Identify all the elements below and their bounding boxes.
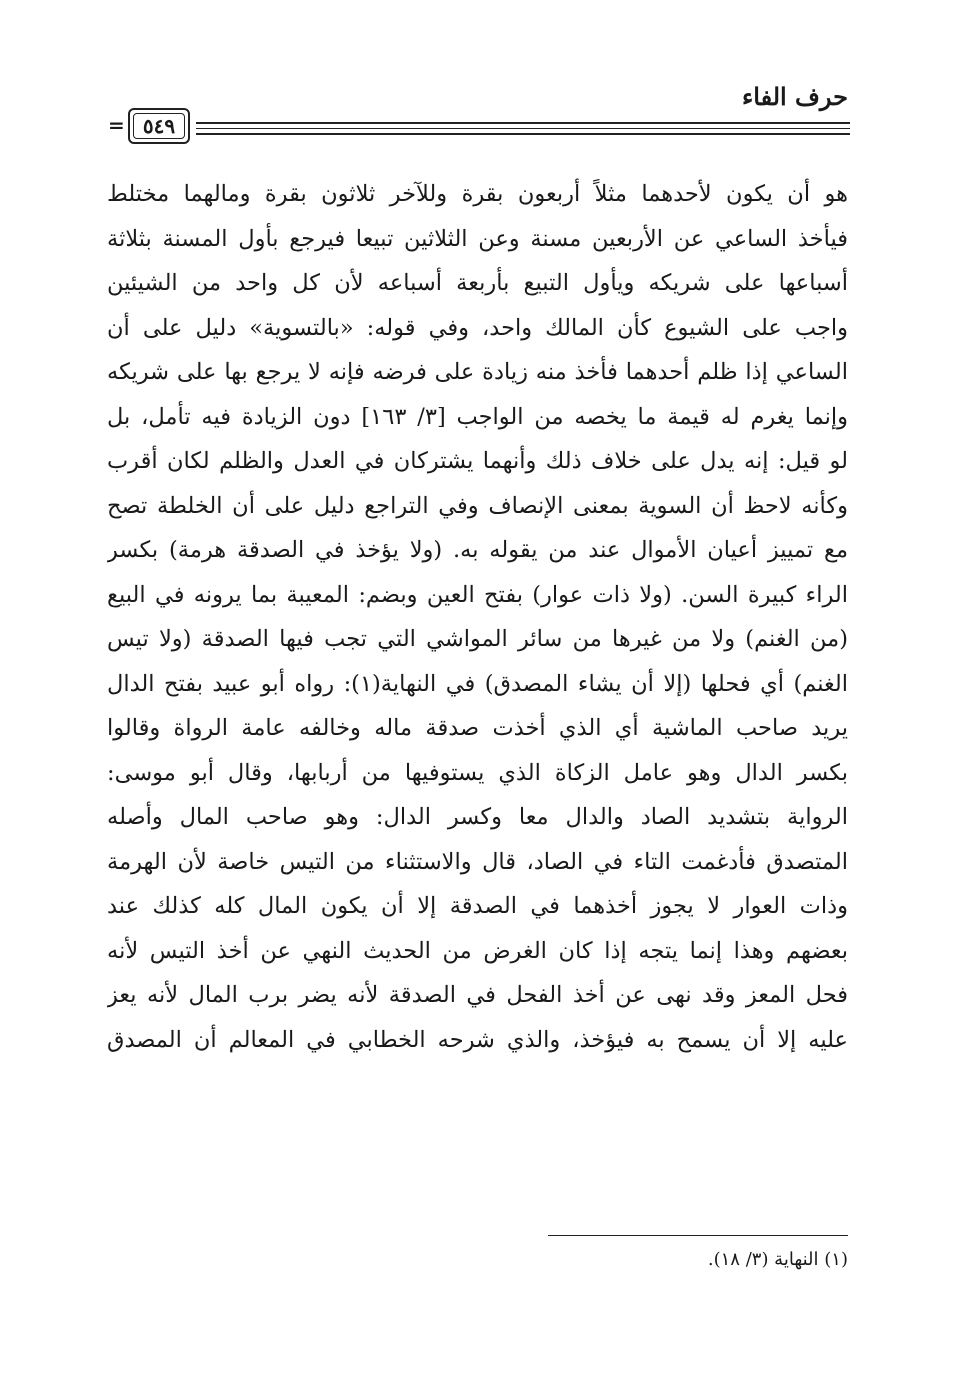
text-line-8: وكأنه لاحظ أن السوية بمعنى الإنصاف وفي التراجع دليل على أن الخلطة تصح [107,492,848,519]
text-line-4: واجب على الشيوع كأن المالك واحد، وفي قوله: «بالتسوية» دليل على أن [107,314,848,341]
text-line-13: يريد صاحب الماشية أي الذي أخذت صدقة ماله وخالفه عامة الرواة وقالوا [107,715,848,741]
page-number: ٥٤٩ [142,114,176,138]
text-line-19: فحل المعز وقد نهى عن أخذ الفحل في الصدقة لأنه يضر برب المال لأنه يعز [107,982,848,1008]
text-line-14: بكسر الدال وهو عامل الزكاة الذي يستوفيها من أربابها، وقال أبو موسى: [107,759,848,786]
text-line-3: أسباعها على شريكه ويأول التبيع بأربعة أسباعه لأن كل واحد من الشيئين [107,270,848,296]
text-line-9: مع تمييز أعيان الأموال عند من يقوله به. (ولا يؤخذ في الصدقة هرمة) بكسر [107,537,848,563]
text-line-11: (من الغنم) ولا من غيرها من سائر المواشي التي تجب فيها الصدقة (ولا تيس [107,626,848,652]
text-line-16: المتصدق فأدغمت التاء في الصاد، قال والاستثناء من التيس خاصة لأن الهرمة [107,848,848,875]
body-text [107,172,848,1062]
page-number-frame [128,108,190,144]
text-line-17: وذات العوار لا يجوز أخذهما في الصدقة إلا أن يكون المال كله كذلك عند [107,893,848,919]
text-line-5: الساعي إذا ظلم أحدهما فأخذ منه زيادة على فرضه فإنه لا يرجع بها على شريكه [107,359,848,385]
text-line-18: بعضهم وهذا إنما يتجه إذا كان الغرض من الحديث النهي عن أخذ التيس لأنه [107,937,848,964]
text-line-1: هو أن يكون لأحدهما مثلاً أربعون بقرة وللآخر ثلاثون بقرة ومالهما مختلط [107,181,848,207]
header-rule-bottom [196,133,850,135]
footnote-1: (١) النهاية (٣/ ١٨). [707,1249,848,1270]
text-line-15: الرواية بتشديد الصاد والدال معا وكسر الدال: وهو صاحب المال وأصله [107,804,848,830]
text-line-10: الراء كبيرة السن. (ولا ذات عوار) بفتح العين وبضم: المعيبة بما يرونه في البيع [107,581,848,608]
footnote-separator [548,1235,848,1236]
header-rule-middle [196,128,850,129]
header-rule-top [196,122,850,124]
text-line-6: وإنما يغرم له قيمة ما يخصه من الواجب [٣/ ١٦٣] دون الزيادة فيه تأمل، بل [107,403,848,430]
text-line-7: لو قيل: إنه يدل على خلاف ذلك وأنهما يشتركان في العدل والظلم لكان أقرب [107,448,848,474]
text-line-2: فيأخذ الساعي عن الأربعين مسنة وعن الثلاثين تبيعا فيرجع بأول المسنة بثلاثة [107,225,848,252]
header-bracket-mark: = [108,113,125,137]
text-line-20: عليه إلا أن يسمح به فيؤخذ، والذي شرحه الخطابي في المعالم أن المصدق [107,1026,848,1053]
running-title: حرف الفاء [741,82,848,111]
text-line-12: الغنم) أي فحلها (إلا أن يشاء المصدق) في النهاية(١): رواه أبو عبيد بفتح الدال [107,670,848,697]
